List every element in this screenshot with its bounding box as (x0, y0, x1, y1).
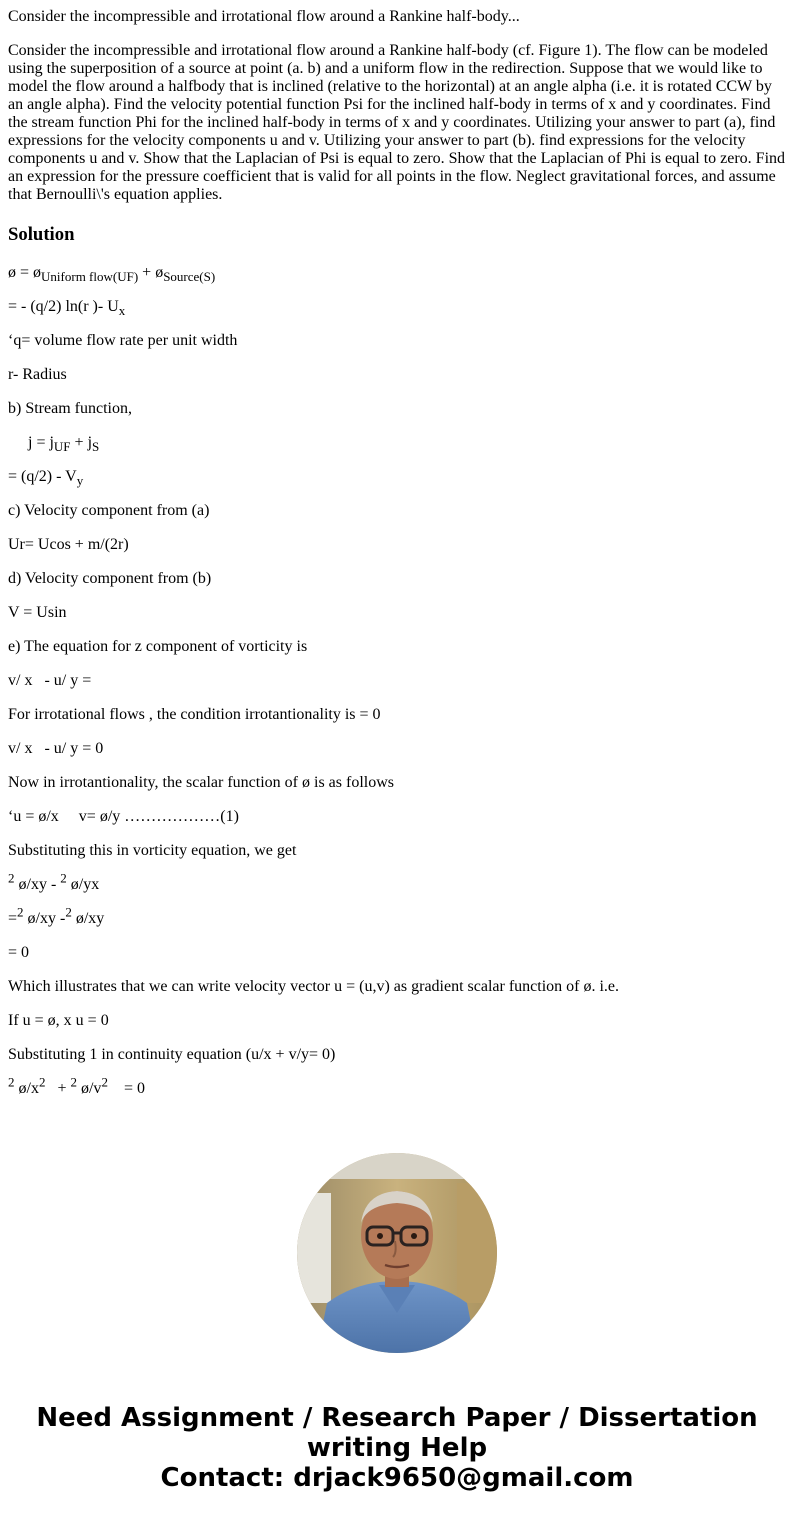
banner-line-1: Need Assignment / Research Paper / Dissertation (36, 1403, 758, 1433)
solution-line-curl: If u = ø, x u = 0 (8, 1012, 109, 1029)
contact-banner (0, 1403, 794, 1493)
solution-line-zero: = 0 (8, 944, 30, 961)
solution-line-substituting: Substituting this in vorticity equation, we get (8, 842, 297, 859)
solution-line-stream-expr: = $(q/2) - V_y$ (8, 468, 84, 489)
solution-line-q-def: ‘q= volume flow rate per unit width (8, 332, 238, 349)
question-title: Consider the incompressible and irrotational flow around a Rankine half-body... (8, 8, 520, 25)
contact-email: Contact: drjack9650@gmail.com (160, 1463, 634, 1493)
solution-line-v: V = Usin (8, 604, 67, 621)
solution-line-potential-expr: = - (q/2) ln(r )- $U_x$ (8, 298, 126, 319)
banner-line-2: writing Help (306, 1433, 488, 1463)
solution-line-r-def: r- Radius (8, 366, 67, 383)
question-body: Consider the incompressible and irrotational flow around a Rankine half-body (cf. Figure 1). The flow can be modeled using the superposition of a source at point (a. b) and a uniform flow in the redirection. Suppose that we would like to model the flow around a halfbody that is inclined (relative to the horizontal) at an angle alpha (i.e. it is rotated CCW by an angle alpha). Find the velocity potential function Psi for the inclined half-body in terms of x and y coordinates. Find the stream function Phi for the inclined half-body in terms of x and y coordinates. Utilizing your answer to part (a), find expressions for the velocity components u and v. Utilizing your answer to part (b). find expressions for the velocity components u and v. Show that the Laplacian of Psi is equal to zero. Show that the Laplacian of Phi is equal to zero. Find an expression for the pressure coefficient that is valid for all points in the flow. Neglect gravitational forces, and assume that Bernoulli\'s equation applies. (8, 42, 786, 203)
solution-line-ur: Ur= Ucos + m/(2r) (8, 536, 129, 553)
avatar-photo (297, 1153, 497, 1353)
solution-line-eq1: ‘u = ø/x v= ø/y ………………(1) (8, 808, 239, 825)
solution-line-e-heading: e) The equation for z component of vorticity is (8, 638, 308, 655)
solution-line-d-heading: d) Velocity component from (b) (8, 570, 212, 587)
solution-line-laplacian: $^2$ $ø/x^2 + ^2$ $ø/v^2$ = 0 (8, 1074, 145, 1097)
solution-line-potential: ø = $ø_{Uniform flow(UF)}$ + $ø_{Source(S)}$ (8, 264, 216, 285)
solution-line-b-heading: b) Stream function, (8, 400, 132, 417)
solution-line-continuity: Substituting 1 in continuity equation (u/x + v/y= 0) (8, 1046, 336, 1063)
solution-heading: Solution (8, 224, 75, 245)
solution-line-stream: $j = j_{UF} + j_S$ (28, 434, 100, 455)
solution-line-vorticity-zero: v/ x - u/ y = 0 (8, 740, 104, 757)
solution-line-c-heading: c) Velocity component from (a) (8, 502, 210, 519)
document-content (8, 0, 786, 1098)
solution-line-gradient: Which illustrates that we can write velocity vector u = (u,v) as gradient scalar function of ø. i.e. (8, 978, 620, 995)
solution-line-irrotational: For irrotational flows , the condition irrotantionality is = 0 (8, 706, 381, 723)
avatar (297, 1153, 497, 1353)
solution-line-mixed-derivs-equal: =$^2$ ø/xy -$^2$ ø/xy (8, 904, 105, 927)
solution-line-mixed-derivs: $^2$ ø/xy - $^2$ ø/yx (8, 870, 100, 893)
solution-line-vorticity: v/ x - u/ y = (8, 672, 92, 689)
solution-line-scalar-function: Now in irrotantionality, the scalar function of ø is as follows (8, 774, 394, 791)
